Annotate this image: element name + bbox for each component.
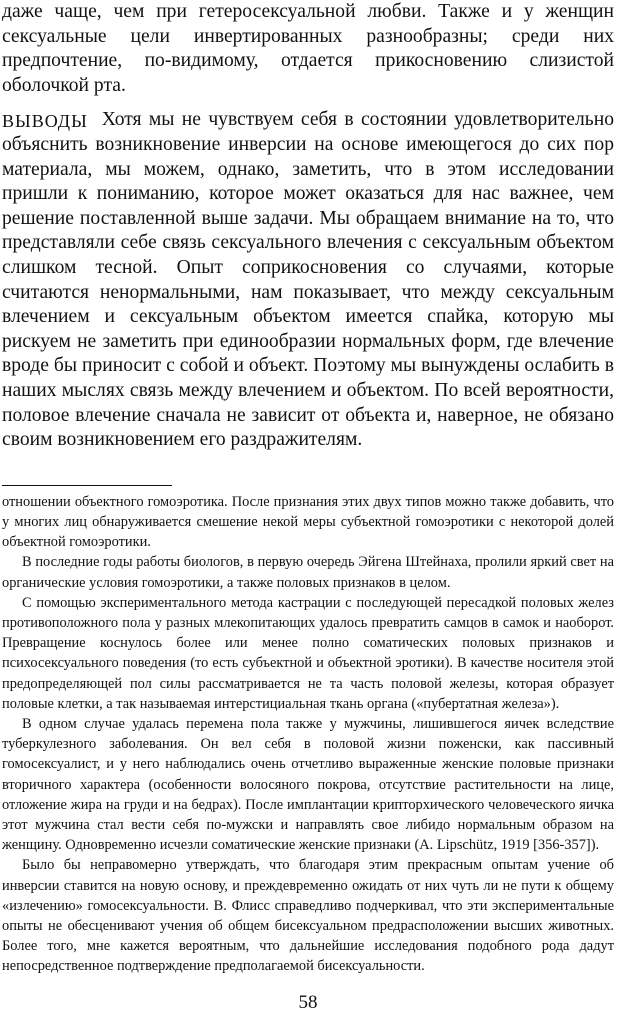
page-number: 58 <box>298 992 318 1013</box>
footnotes <box>2 492 614 977</box>
footnote-paragraph: В одном случае удалась перемена пола также у мужчины, лишившегося яичек вследствие туберкулезного заболевания. Он вел себя в половой жизни поженски, как пассивный гомосексуалист, и у него наблюдались очень отчетливо выраженные женские половые признаки вторичного характера (особенности волосяного покрова, отсутствие растительности на лице, отложение жира на груди и на бедрах). После имплантации крипторхического человеческого яичка этот мужчина стал вести себя по-мужски и направлять свое либидо нормальным образом на женщину. Одновременно исчезли соматические женские признаки (A. Lipschütz, 1919 [356-357]). <box>2 715 614 854</box>
section-paragraph: Хотя мы не чувствуем себя в состоянии удовлетворительно объяснить возникновение инверсии на основе имеющегося до сих пор материала, мы можем, однако, заметить, что в этом исследовании пришли к пониманию, которое может оказаться для нас важнее, чем решение поставленной выше задачи. Мы обращаем внимание на то, что представляли себе связь сексуального влечения с сексуальным объектом слишком тесной. Опыт соприкосновения со случаями, которые считаются ненормальными, нам показывает, что между сексуальным влечением и сексуальным объектом имеется спайка, которую мы рискуем не заметить при единообразии нормальных форм, где влечение вроде бы приносит с собой и объект. Поэтому мы вынуждены ослабить в наших мыслях связь между влечением и объектом. По всей вероятности, половое влечение сначала не зависит от объекта и, наверное, не обязано своим возникновением его раздражителям. <box>2 109 614 451</box>
footnote-paragraph: С помощью экспериментального метода кастрации с последующей пересадкой половых желез противоположного пола у разных млекопитающих удалось превратить самцов в самок и наоборот. Превращение коснулось более или менее полно соматических половых признаков и психосексуального поведения (то есть субъектной и объектной эротики). В качестве носителя этой предопределяющей пол силы рассматривается не та часть половой железы, которая образует половые клетки, а так называемая интерстициальная ткань органа («пубертатная железа»). <box>2 594 614 712</box>
footnote-paragraph: отношении объектного гомоэротика. После признания этих двух типов можно также добавить, что у многих лиц обнаруживается смешение некой меры субъектной гомоэротики с некоторой долей объектной гомоэротики. <box>2 493 614 551</box>
main-text <box>2 0 614 453</box>
intro-paragraph: даже чаще, чем при гетеросексуальной любви. Также и у женщин сексуальные цели инвертированных разнообразны; среди них предпочтение, по-видимому, отдается прикосновению слизистой оболочкой рта. <box>2 1 614 96</box>
footnote-paragraph: В последние годы работы биологов, в первую очередь Эйгена Штейнаха, пролили яркий свет на органические условия гомоэротики, а также половых признаков в целом. <box>2 554 614 591</box>
book-page <box>2 0 614 1020</box>
conclusions-section <box>2 108 614 452</box>
section-title: ВЫВОДЫ <box>2 111 88 132</box>
footnote-paragraph: Было бы неправомерно утверждать, что благодаря этим прекрасным опытам учение об инверсии ставится на новую основу, и преждевременно ожидать от них чуть ли не пути к общему «излечению» гомосексуальности. В. Флисс справедливо подчеркивал, что эти экспериментальные опыты не обесценивают учения об общем бисексуальном предрасположении высших животных. Более того, мне кажется вероятным, что дальнейшие исследования подобного рода дадут непосредственное подтверждение предполагаемой бисексуальности. <box>2 857 614 975</box>
footnote-rule <box>2 485 172 486</box>
